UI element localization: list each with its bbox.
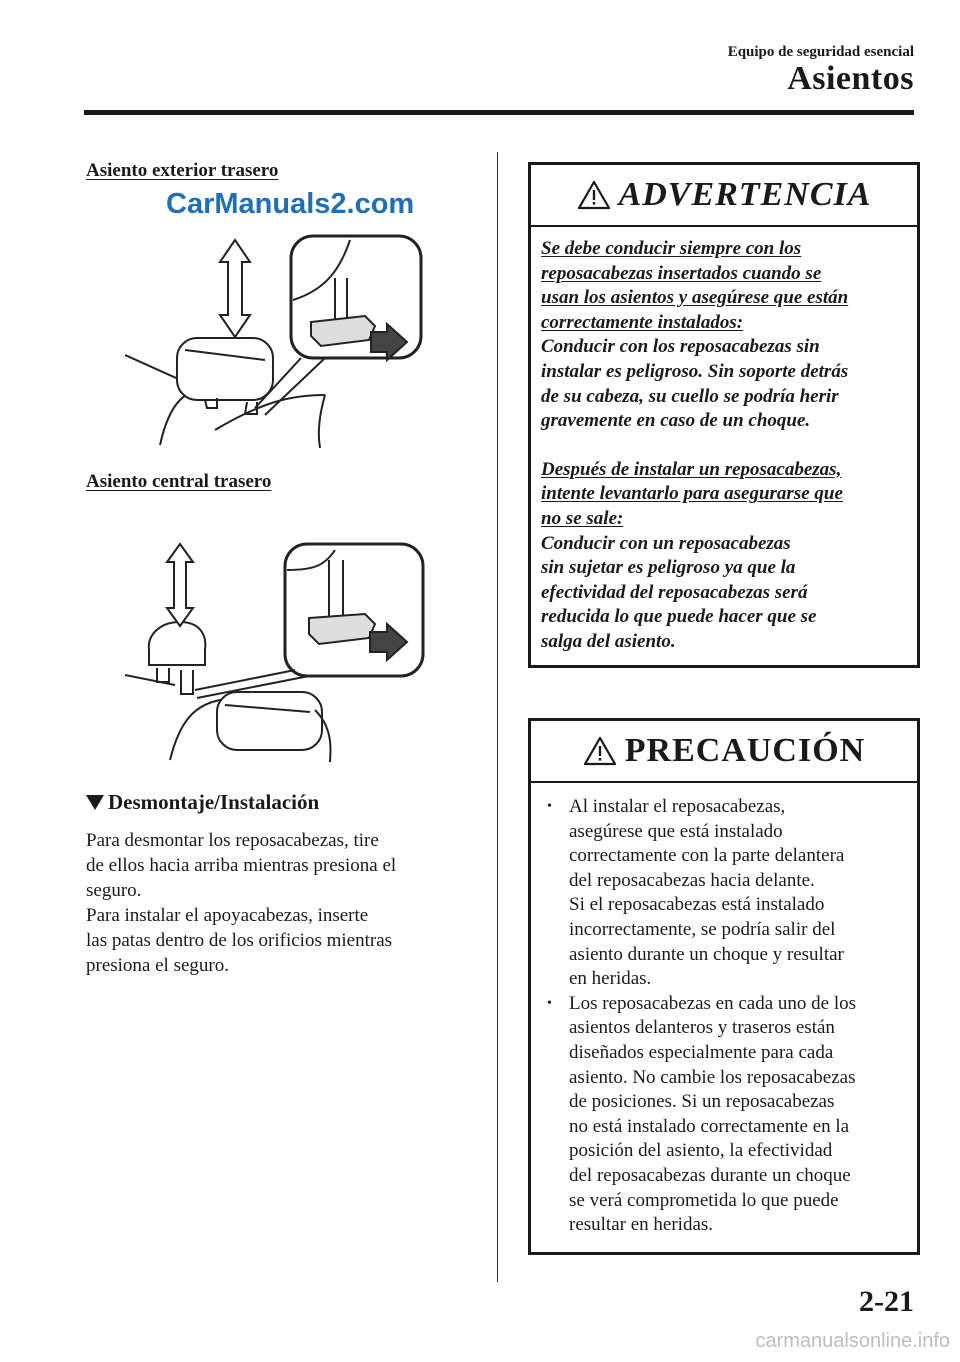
caution-line: diseñados especialmente para cada [569,1041,834,1063]
running-header-section: Equipo de seguridad esencial [727,44,914,60]
caution-line: en heridas. [569,968,652,990]
warning-title: ADVERTENCIA [618,176,872,213]
caution-line: posición del asiento, la efectividad [569,1140,833,1162]
caution-line: • Los reposacabezas en cada uno de los [569,992,856,1014]
warning-body [531,227,917,665]
caution-line: asegúrese que está instalado [569,820,783,842]
caution-line: de posiciones. Si un reposacabezas [569,1091,835,1113]
watermark-logo: CarManuals2.com [166,188,415,220]
caution-line: se verá comprometida lo que puede [569,1189,839,1211]
body-line: presiona el seguro. [86,955,229,976]
warning-line: efectividad del reposacabezas será [541,581,808,603]
warning-line: Conducir con los reposacabezas sin [541,336,820,358]
caution-header [531,721,917,783]
body-line: Para instalar el apoyacabezas, inserte [86,905,369,926]
warning-line: de su cabeza, su cuello se podría herir [541,385,839,407]
caution-item [541,992,905,1238]
body-text [86,828,486,978]
warning-line: salga del asiento. [541,630,676,652]
caution-triangle-icon [583,736,617,766]
caution-line: no está instalado correctamente en la [569,1115,850,1137]
header-rule [84,110,914,115]
warning-line: instalar es peligroso. Sin soporte detrás [541,360,849,382]
column-divider [497,152,498,1282]
warning-line: sin sujetar es peligroso ya que la [541,557,796,579]
caution-line: • Al instalar el reposacabezas, [569,796,786,817]
section-title-text: Desmontaje/Instalación [108,790,320,814]
caution-title: PRECAUCIÓN [624,732,866,769]
caution-line: Si el reposacabezas está instalado [569,894,825,916]
warning-line: no se sale: [541,507,624,529]
caution-line: correctamente con la parte delantera [569,845,845,867]
caution-body [531,783,917,1252]
warning-line: gravemente en caso de un choque. [541,410,811,432]
warning-line: reducida lo que puede hacer que se [541,606,817,628]
body-line: Para desmontar los reposacabezas, tire [86,830,379,851]
caution-line: asiento durante un choque y resultar [569,943,844,965]
warning-line: correctamente instalados: [541,311,744,333]
running-header-chapter: Asientos [787,60,914,97]
warning-line: intente levantarlo para asegurarse que [541,483,843,505]
caution-line: incorrectamente, se podría salir del [569,918,836,940]
caution-list [541,795,905,1238]
warning-line: reposacabezas insertados cuando se [541,262,822,284]
outer-seat-headrest-illustration [125,230,430,450]
warning-header [531,165,917,227]
center-seat-headrest-illustration [125,540,430,765]
warning-triangle-icon [577,180,611,210]
section-marker-icon [86,795,104,810]
warning-line: Después de instalar un reposacabezas, [541,458,842,480]
caution-line: asientos delanteros y traseros están [569,1017,835,1039]
caution-box [528,718,920,1255]
warning-box [528,162,920,668]
warning-line: usan los asientos y asegúrese que están [541,287,849,309]
caution-line: resultar en heridas. [569,1214,714,1236]
warning-gap [541,434,905,458]
caution-line: del reposacabezas hacia delante. [569,869,815,891]
warning-line: Se debe conducir siempre con los [541,238,802,259]
body-line: las patas dentro de los orificios mientras [86,930,393,951]
section-title [86,790,319,815]
body-line: seguro. [86,880,142,901]
subhead-outer-rear-seat: Asiento exterior trasero [86,160,279,181]
subhead-center-rear-seat: Asiento central trasero [86,471,272,492]
caution-item [541,795,905,992]
page-number: 2-21 [859,1285,914,1318]
footer-site-mark: carmanualsonline.info [755,1330,950,1352]
warning-line: Conducir con un reposacabezas [541,532,791,554]
caution-line: asiento. No cambie los reposacabezas [569,1066,856,1088]
body-line: de ellos hacia arriba mientras presiona el [86,855,397,876]
caution-line: del reposacabezas durante un choque [569,1164,851,1186]
